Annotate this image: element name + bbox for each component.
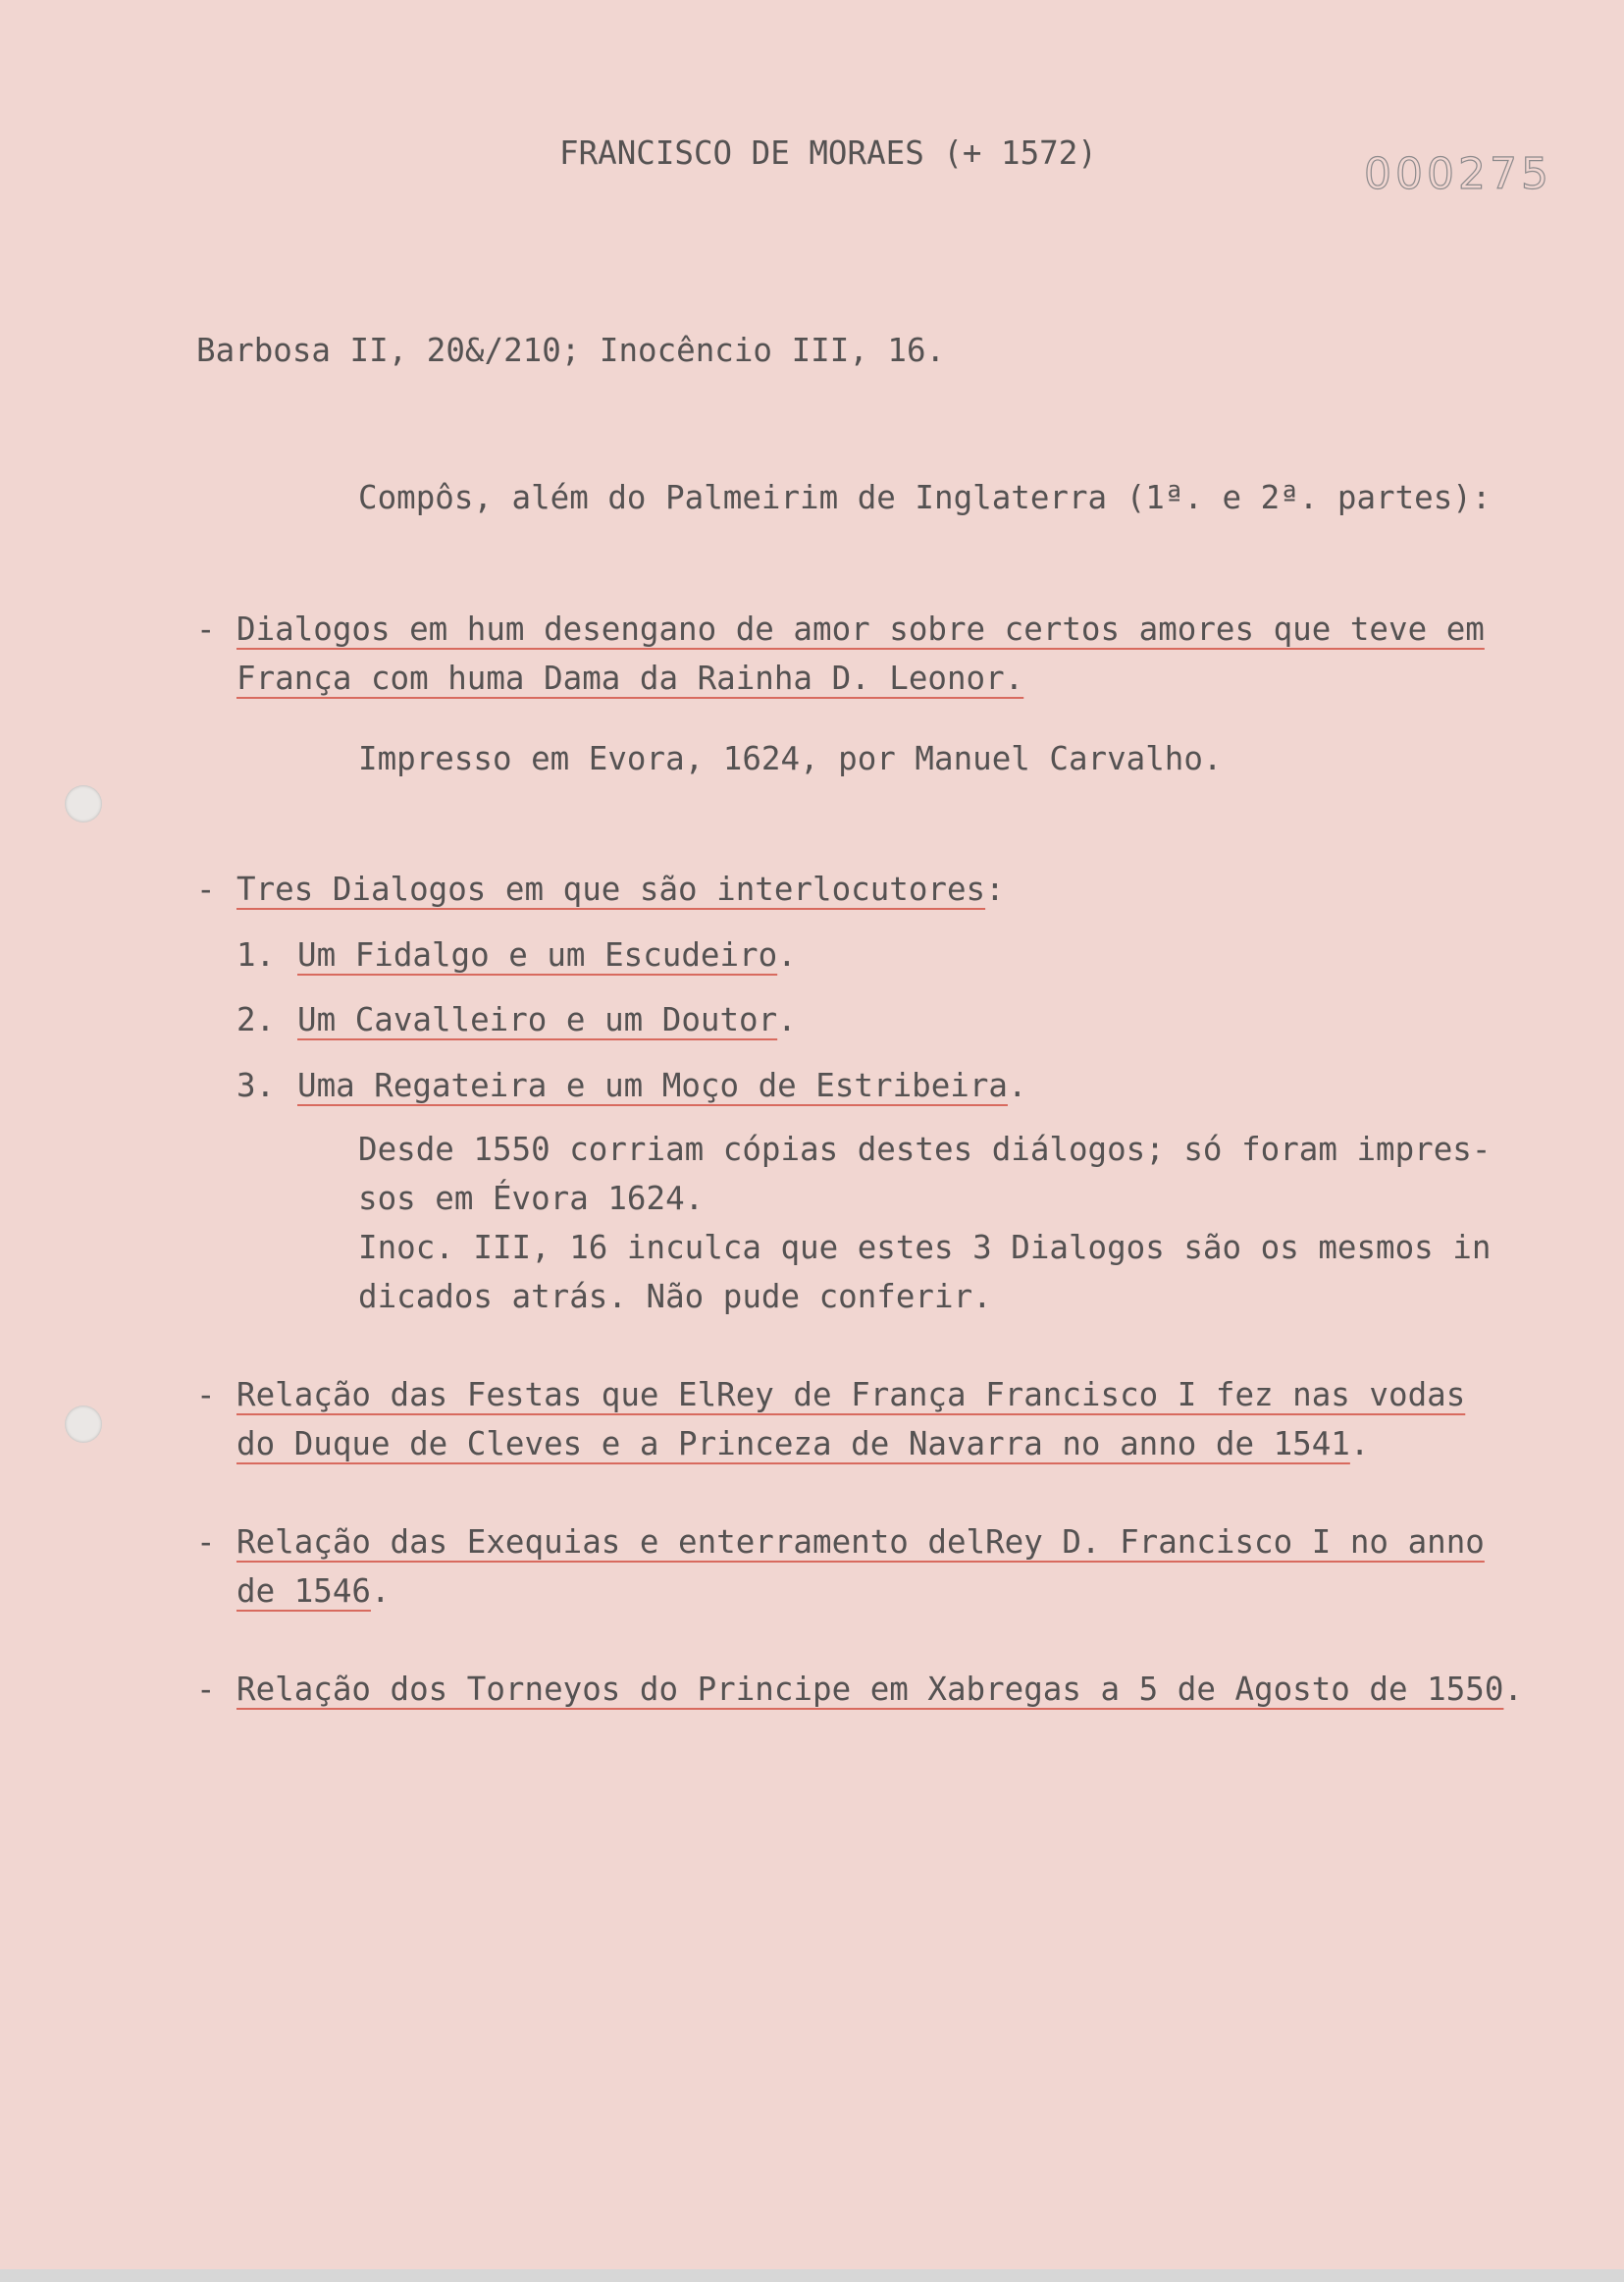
entry5-title-line1: Relação dos Torneyos do Principe em Xabregas a 5 de Agosto de 1550	[236, 1671, 1504, 1708]
entry2-item3-number: 3.	[236, 1067, 276, 1104]
punch-hole-top	[65, 785, 102, 823]
entry2-note-line2: sos em Évora 1624.	[358, 1180, 705, 1217]
entry5-dash: -	[196, 1671, 216, 1708]
entry4-title-row2	[236, 1571, 391, 1611]
entry2-item2-number: 2.	[236, 1001, 276, 1038]
entry2-title-row	[236, 870, 1005, 909]
intro-line: Compôs, além do Palmeirim de Inglaterra (1ª. e 2ª. partes):	[358, 479, 1492, 516]
archive-stamp-number: 000275	[1364, 149, 1552, 199]
entry2-note-line4: dicados atrás. Não pude conferir.	[358, 1278, 992, 1315]
entry2-item2-row	[297, 1000, 797, 1039]
entry4-title-line1: Relação das Exequias e enterramento delRey D. Francisco I no anno	[236, 1523, 1485, 1561]
entry2-colon: :	[985, 871, 1005, 908]
entry2-item1-period: .	[777, 936, 797, 974]
references-line: Barbosa II, 20&/210; Inocêncio III, 16.	[196, 332, 946, 369]
document-title: FRANCISCO DE MORAES (+ 1572)	[559, 134, 1097, 172]
entry2-item2-text: Um Cavalleiro e um Doutor	[297, 1001, 778, 1038]
entry4-dash: -	[196, 1523, 216, 1561]
entry2-item1-row	[297, 935, 797, 975]
entry2-item3-text: Uma Regateira e um Moço de Estribeira	[297, 1067, 1008, 1104]
entry5-period: .	[1503, 1671, 1523, 1708]
entry2-item1-text: Um Fidalgo e um Escudeiro	[297, 936, 778, 974]
entry4-period: .	[370, 1572, 391, 1610]
entry2-note-line1: Desde 1550 corriam cópias destes diálogos; só foram impres-	[358, 1131, 1492, 1168]
entry1-title-line1: Dialogos em hum desengano de amor sobre certos amores que teve em	[236, 610, 1485, 648]
entry2-dash: -	[196, 871, 216, 908]
entry2-item1-number: 1.	[236, 936, 276, 974]
entry3-dash: -	[196, 1376, 216, 1413]
punch-hole-bottom	[65, 1406, 102, 1443]
entry3-title-line1: Relação das Festas que ElRey de França Francisco I fez nas vodas	[236, 1376, 1466, 1413]
entry2-item2-period: .	[777, 1001, 797, 1038]
entry2-item3-period: .	[1007, 1067, 1027, 1104]
entry1-dash: -	[196, 610, 216, 648]
entry4-title-line2: de 1546	[236, 1572, 371, 1610]
entry1-title-line2: França com huma Dama da Rainha D. Leonor.	[236, 660, 1024, 697]
entry2-title: Tres Dialogos em que são interlocutores	[236, 871, 986, 908]
entry3-period: .	[1349, 1425, 1370, 1462]
entry2-note-line3: Inoc. III, 16 inculca que estes 3 Dialogos são os mesmos in	[358, 1229, 1492, 1266]
scanner-bottom-strip	[0, 2269, 1624, 2282]
entry3-title-row2	[236, 1424, 1369, 1463]
entry5-title-row	[236, 1670, 1523, 1709]
entry3-title-line2: do Duque de Cleves e a Princeza de Navarra no anno de 1541	[236, 1425, 1350, 1462]
entry1-note: Impresso em Evora, 1624, por Manuel Carvalho.	[358, 740, 1223, 777]
entry2-item3-row	[297, 1066, 1027, 1105]
